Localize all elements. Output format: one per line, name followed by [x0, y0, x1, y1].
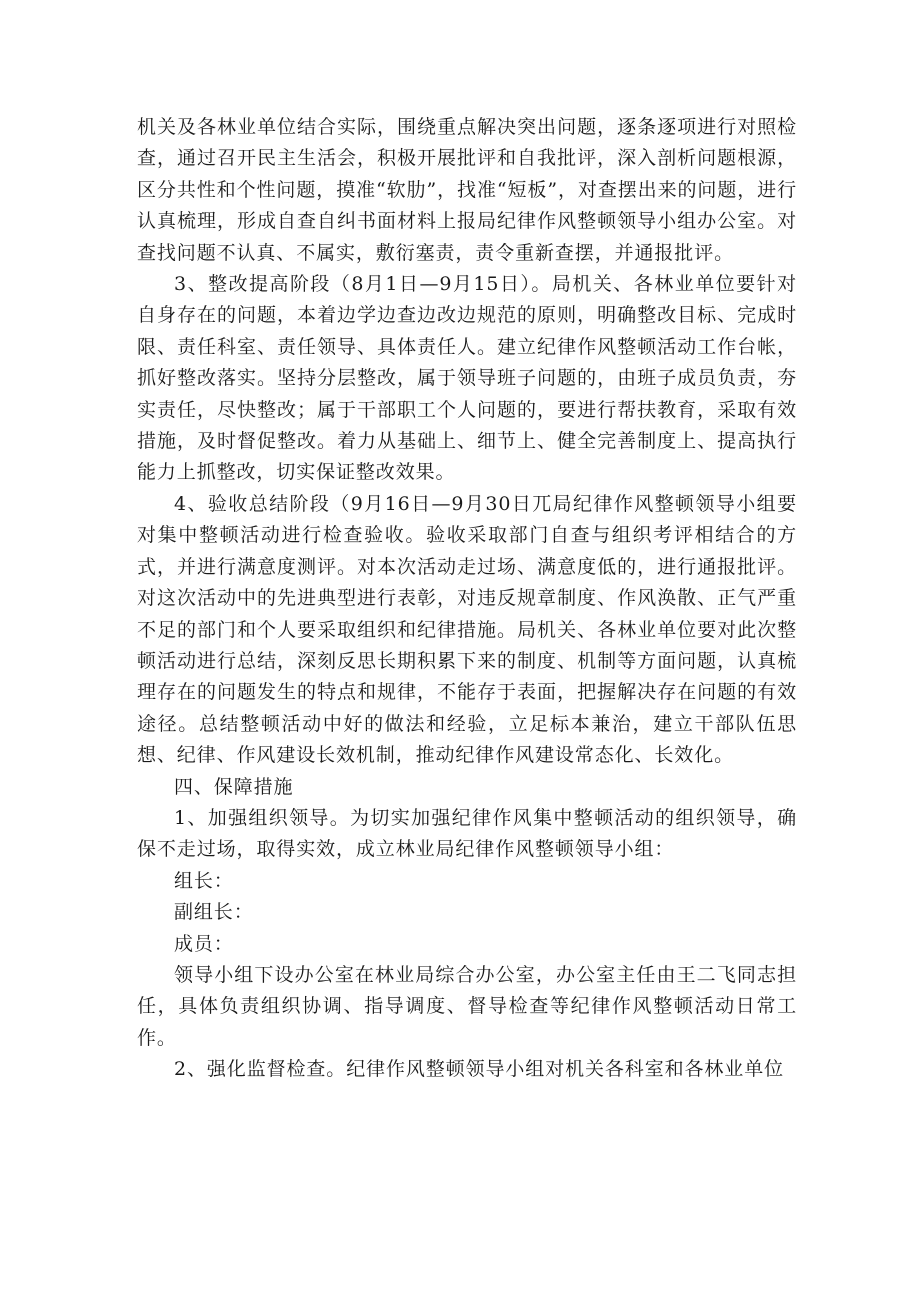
paragraph-organization-leadership: 1、加强组织领导。为切实加强纪律作风集中整顿活动的组织领导，确保不走过场，取得实效，成立林业局纪律作风整顿领导小组：	[137, 806, 797, 861]
section-heading-safeguards: 四、保障措施	[174, 775, 294, 798]
label-deputy-group-leader: 副组长：	[174, 901, 254, 924]
paragraph-acceptance-stage: 4、验收总结阶段（9月16日—9月30日兀局纪律作风整顿领导小组要对集中整顿活动进行检查验收。验收采取部门自查与组织考评相结合的方式，并进行满意度测评。对本次活动走过场、满意度低的，进行通报批评。对这次活动中的先进典型进行表彰，对违反规章制度、作风涣散、正气严重不足的部门和个人要采取组织和纪律措施。局机关、各林业单位要对此次整顿活动进行总结，深刻反思长期积累下来的制度、机制等方面问题，认真梳理存在的问题发生的特点和规律，不能存于表面，把握解决存在问题的有效途径。总结整顿活动中好的做法和经验，立足标本兼治，建立干部队伍思想、纪律、作风建设长效机制，推动纪律作风建设常态化、长效化。	[137, 492, 797, 767]
label-group-leader: 组长：	[174, 869, 234, 892]
paragraph-supervision-inspection: 2、强化监督检查。纪律作风整顿领导小组对机关各科室和各林业单位	[174, 1058, 784, 1081]
label-members: 成员：	[174, 932, 234, 955]
document-body	[137, 112, 797, 1086]
paragraph-office-setup: 领导小组下设办公室在林业局综合办公室，办公室主任由王二飞同志担任，具体负责组织协调、指导调度、督导检查等纪律作风整顿活动日常工作。	[137, 963, 797, 1049]
paragraph-self-check-continued: 机关及各林业单位结合实际，围绕重点解决突出问题，逐条逐项进行对照检查，通过召开民主生活会，积极开展批评和自我批评，深入剖析问题根源，区分共性和个性问题，摸准“软肋”，找准“短板”，对查摆出来的问题，进行认真梳理，形成自查自纠书面材料上报局纪律作风整顿领导小组办公室。对查找问题不认真、不属实，敷衍塞责，责令重新查摆，并通报批评。	[137, 116, 797, 264]
paragraph-rectification-stage: 3、整改提高阶段（8月1日—9月15日）。局机关、各林业单位要针对自身存在的问题，本着边学边查边改边规范的原则，明确整改目标、完成时限、责任科室、责任领导、具体责任人。建立纪律作风整顿活动工作台帐，抓好整改落实。坚持分层整改，属于领导班子问题的，由班子成员负责，夯实责任，尽快整改；属于干部职工个人问题的，要进行帮扶教育，采取有效措施，及时督促整改。着力从基础上、细节上、健全完善制度上、提高执行能力上抓整改，切实保证整改效果。	[137, 273, 797, 484]
